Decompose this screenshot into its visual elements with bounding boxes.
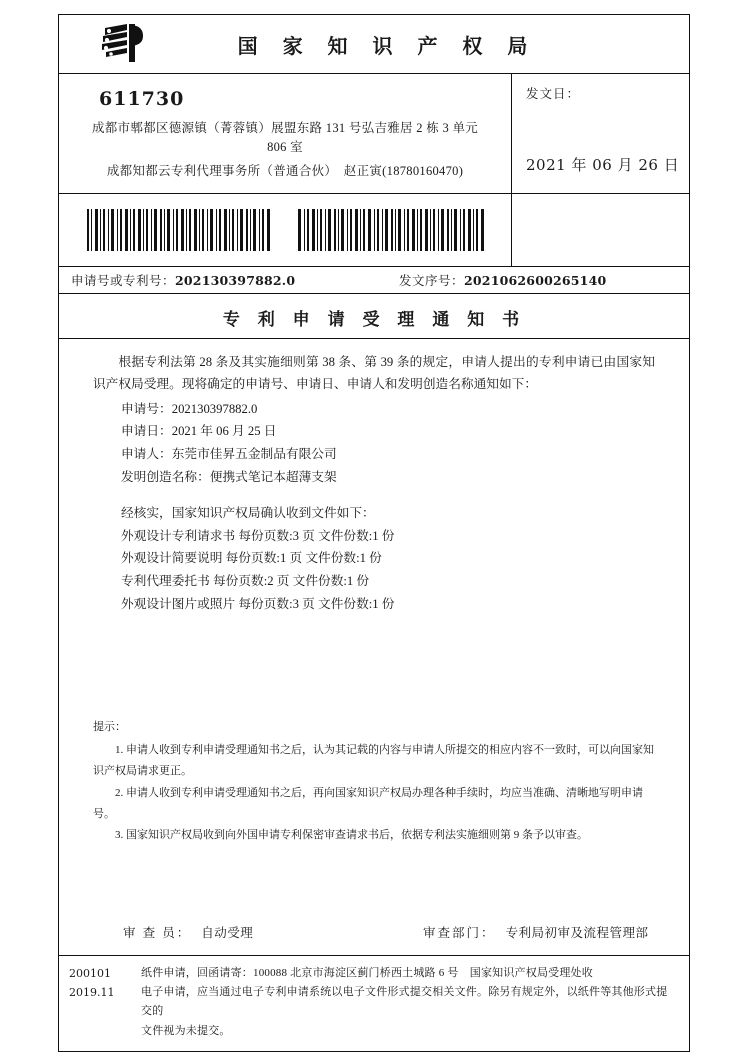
address-line-1: 成都市郫都区德源镇（菁蓉镇）展盟东路 131 号弘吉雅居 2 栋 3 单元 <box>91 121 479 135</box>
department-block <box>423 923 655 941</box>
issue-date-value: 2021 年 06 月 26 日 <box>526 155 680 174</box>
dispatch-number-cell <box>399 271 689 289</box>
received-doc-3: 专利代理委托书 每份页数:2 页 文件份数:1 份 <box>121 573 370 588</box>
barcode-icon-1 <box>85 209 273 251</box>
note-item-1: 1. 申请人收到专利申请受理通知书之后，认为其记载的内容与申请人所提交的相应内容不一致时，可以向国家知识产权局请求更正。 <box>93 743 654 778</box>
document-header <box>59 15 689 74</box>
footer-text <box>141 964 689 1041</box>
examiner-label: 审 查 员： <box>123 925 192 940</box>
examiner-value: 自动受理 <box>201 925 254 940</box>
field-application-date: 申请日：2021 年 06 月 25 日 <box>121 424 277 439</box>
department-label: 审查部门： <box>423 925 496 940</box>
document-body <box>59 339 689 622</box>
application-number-cell <box>59 271 399 289</box>
logo-cell <box>59 22 185 66</box>
received-intro: 经核实，国家知识产权局确认收到文件如下： <box>121 506 375 521</box>
body-gap <box>93 488 655 502</box>
footer-version: 2019.11 <box>69 986 115 1000</box>
issue-date-block <box>512 74 689 193</box>
barcode-right-empty <box>512 194 689 266</box>
footer-codes <box>59 964 141 1041</box>
field-invention-title: 发明创造名称：便携式笔记本超薄支架 <box>121 469 337 484</box>
postal-code: 611730 <box>99 88 185 110</box>
note-item-3: 3. 国家知识产权局收到向外国申请专利保密审查请求书后，依据专利法实施细则第 9 条予以审查。 <box>115 829 588 842</box>
footer-line-1: 纸件申请，回函请寄：100088 北京市海淀区蓟门桥西土城路 6 号 国家知识产权局受理处收 <box>141 966 593 979</box>
barcode-row <box>59 194 689 267</box>
dispatch-number-value: 2021062600265140 <box>464 272 607 288</box>
note-item-2: 2. 申请人收到专利申请受理通知书之后，再向国家知识产权局办理各种手续时，均应当准确、清晰地写明申请号。 <box>93 786 643 820</box>
department-value: 专利局初审及流程管理部 <box>505 925 649 940</box>
office-title: 国 家 知 识 产 权 局 <box>237 33 537 58</box>
dispatch-number-label: 发文序号： <box>399 273 465 288</box>
notes-section <box>59 717 689 847</box>
application-fields <box>93 398 655 488</box>
received-doc-4: 外观设计图片或照片 每份页数:3 页 文件份数:1 份 <box>121 596 395 611</box>
footer-line-2: 电子申请，应当通过电子专利申请系统以电子文件形式提交相关文件。除另有规定外，以纸件等其他形式提交的 <box>141 986 668 1018</box>
footer-code: 200101 <box>69 966 111 980</box>
document-title: 专 利 申 请 受 理 通 知 书 <box>59 294 689 339</box>
addressee-block <box>59 74 512 193</box>
footer-line-3: 文件视为未提交。 <box>141 1024 231 1037</box>
agent-line: 成都知都云专利代理事务所（普通合伙） 赵正寅(18780160470) <box>106 163 464 178</box>
address-row <box>59 74 689 194</box>
field-application-number: 申请号：202130397882.0 <box>121 401 258 416</box>
received-doc-2: 外观设计简要说明 每份页数:1 页 文件份数:1 份 <box>121 551 382 566</box>
received-doc-1: 外观设计专利请求书 每份页数:3 页 文件份数:1 份 <box>121 528 395 543</box>
intro-paragraph: 根据专利法第 28 条及其实施细则第 38 条、第 39 条的规定，申请人提出的专利申请已由国家知识产权局受理。现将确定的申请号、申请日、申请人和发明创造名称通知如下： <box>93 354 655 392</box>
application-number-label: 申请号或专利号： <box>71 273 176 288</box>
notice-document <box>58 14 690 1052</box>
received-documents <box>93 502 655 615</box>
examiner-block <box>93 923 423 941</box>
signature-row <box>59 923 689 941</box>
address-line-2: 806 室 <box>267 139 303 154</box>
application-number-value: 202130397882.0 <box>175 272 296 288</box>
numbers-row <box>59 267 689 294</box>
issue-date-label: 发文日： <box>526 87 581 101</box>
barcode-icon-2 <box>297 209 485 251</box>
cnipa-emblem-logo-icon <box>99 22 145 66</box>
document-footer <box>59 955 689 1051</box>
barcode-area <box>59 194 512 266</box>
notes-label: 提示： <box>93 721 126 734</box>
field-applicant: 申请人：东莞市佳昇五金制品有限公司 <box>121 446 337 461</box>
